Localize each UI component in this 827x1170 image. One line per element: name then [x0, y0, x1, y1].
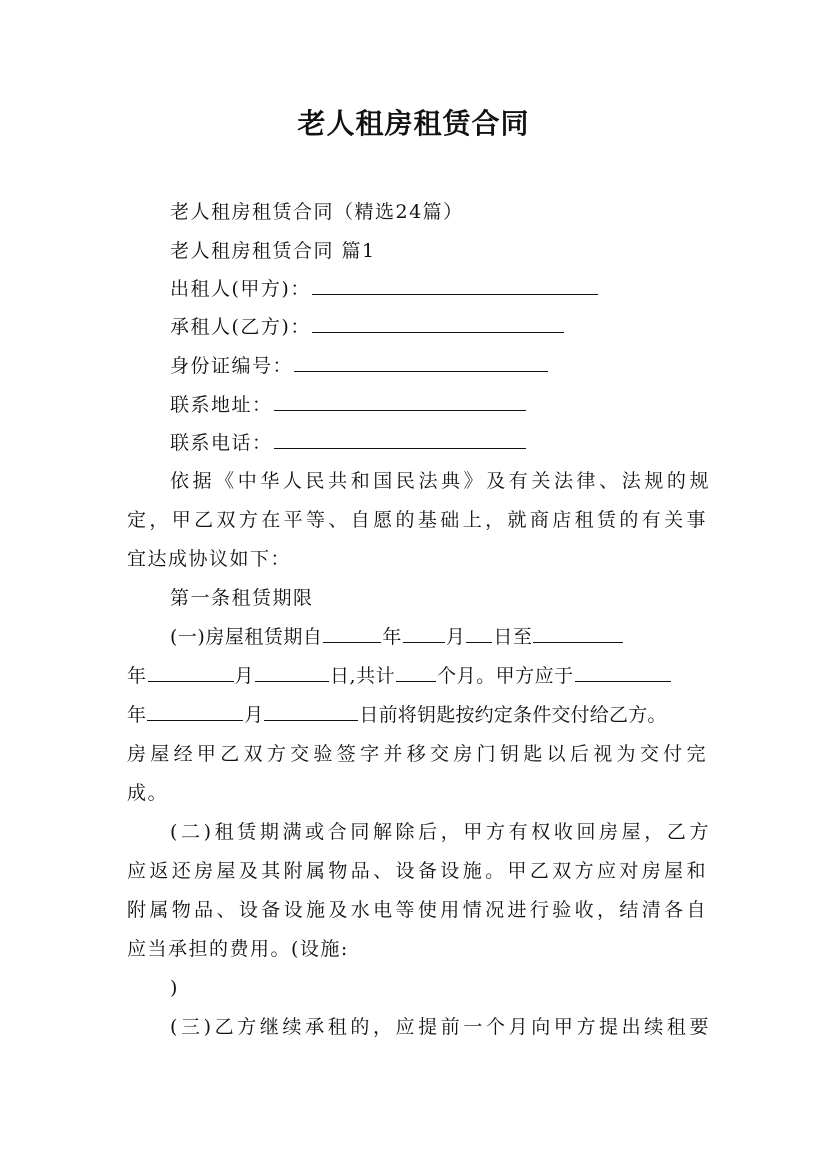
deliver-year-value-blank [147, 702, 243, 721]
day-before-label: 日前将钥匙按约定条件交付给乙方。 [359, 704, 667, 726]
intro-line-3: 宜达成协议如下： [127, 548, 292, 570]
lessor-field [170, 276, 710, 302]
end-year-blank [533, 624, 623, 643]
clause-2-line-5: ) [170, 977, 179, 999]
address-blank [274, 392, 526, 411]
id-number-label: 身份证编号： [170, 355, 294, 377]
phone-blank [274, 430, 526, 449]
lessee-blank [312, 314, 564, 333]
phone-label: 联系电话： [170, 432, 273, 454]
clause-1-line-5: 成。 [127, 782, 169, 804]
clause-3-line-1: (三)乙方继续承租的，应提前一个月向甲方提出续租要 [170, 1016, 710, 1038]
month-label: 月 [445, 626, 466, 648]
lessee-label: 承租人(乙方)： [170, 316, 311, 338]
deliver-month-blank [264, 702, 358, 721]
end-year-value-blank [148, 663, 234, 682]
article-1-heading: 第一条租赁期限 [170, 587, 314, 609]
start-month-blank [403, 624, 445, 643]
end-month-blank [255, 663, 329, 682]
clause-1-line-1 [170, 624, 710, 650]
clause-1-line-2 [127, 663, 707, 689]
year-label-2: 年 [127, 665, 147, 687]
section-heading: 老人租房租赁合同 篇1 [170, 240, 376, 262]
address-field [170, 392, 710, 418]
id-number-blank [294, 353, 548, 372]
clause-2-line-4: 应当承担的费用。(设施: [127, 938, 349, 960]
start-day-blank [466, 624, 492, 643]
clause-2-line-1: (二)租赁期满或合同解除后，甲方有权收回房屋，乙方 [170, 821, 710, 843]
clause-2-line-3: 附属物品、设备设施及水电等使用情况进行验收，结清各自 [127, 899, 707, 921]
start-year-blank [323, 624, 381, 643]
document-title: 老人租房租赁合同 [297, 107, 530, 140]
phone-field [170, 430, 710, 456]
clause-2-line-2: 应返还房屋及其附属物品、设备设施。甲乙双方应对房屋和 [127, 860, 707, 882]
address-label: 联系地址： [170, 394, 273, 416]
year-label: 年 [382, 626, 402, 648]
intro-line-2: 定，甲乙双方在平等、自愿的基础上，就商店租赁的有关事 [127, 509, 707, 531]
month-label-3: 月 [244, 704, 264, 726]
clause-1-prefix: (一)房屋租赁期自 [170, 626, 323, 648]
id-number-field [170, 353, 710, 379]
day-to-label: 日至 [493, 626, 533, 648]
months-party-a-label: 个月。甲方应于 [437, 665, 574, 687]
total-months-blank [396, 663, 436, 682]
lessor-label: 出租人(甲方)： [170, 278, 311, 300]
lessee-field [170, 314, 710, 340]
year-label-3: 年 [127, 704, 147, 726]
month-label-2: 月 [234, 665, 255, 687]
deliver-year-blank [575, 663, 671, 682]
intro-line-1: 依据《中华人民共和国民法典》及有关法律、法规的规 [170, 470, 710, 492]
lessor-blank [312, 276, 598, 295]
document-subtitle: 老人租房租赁合同（精选24篇） [170, 201, 464, 223]
day-total-label: 日,共计 [330, 665, 396, 687]
clause-1-line-3 [127, 702, 707, 728]
clause-1-line-4: 房屋经甲乙双方交验签字并移交房门钥匙以后视为交付完 [127, 743, 707, 765]
